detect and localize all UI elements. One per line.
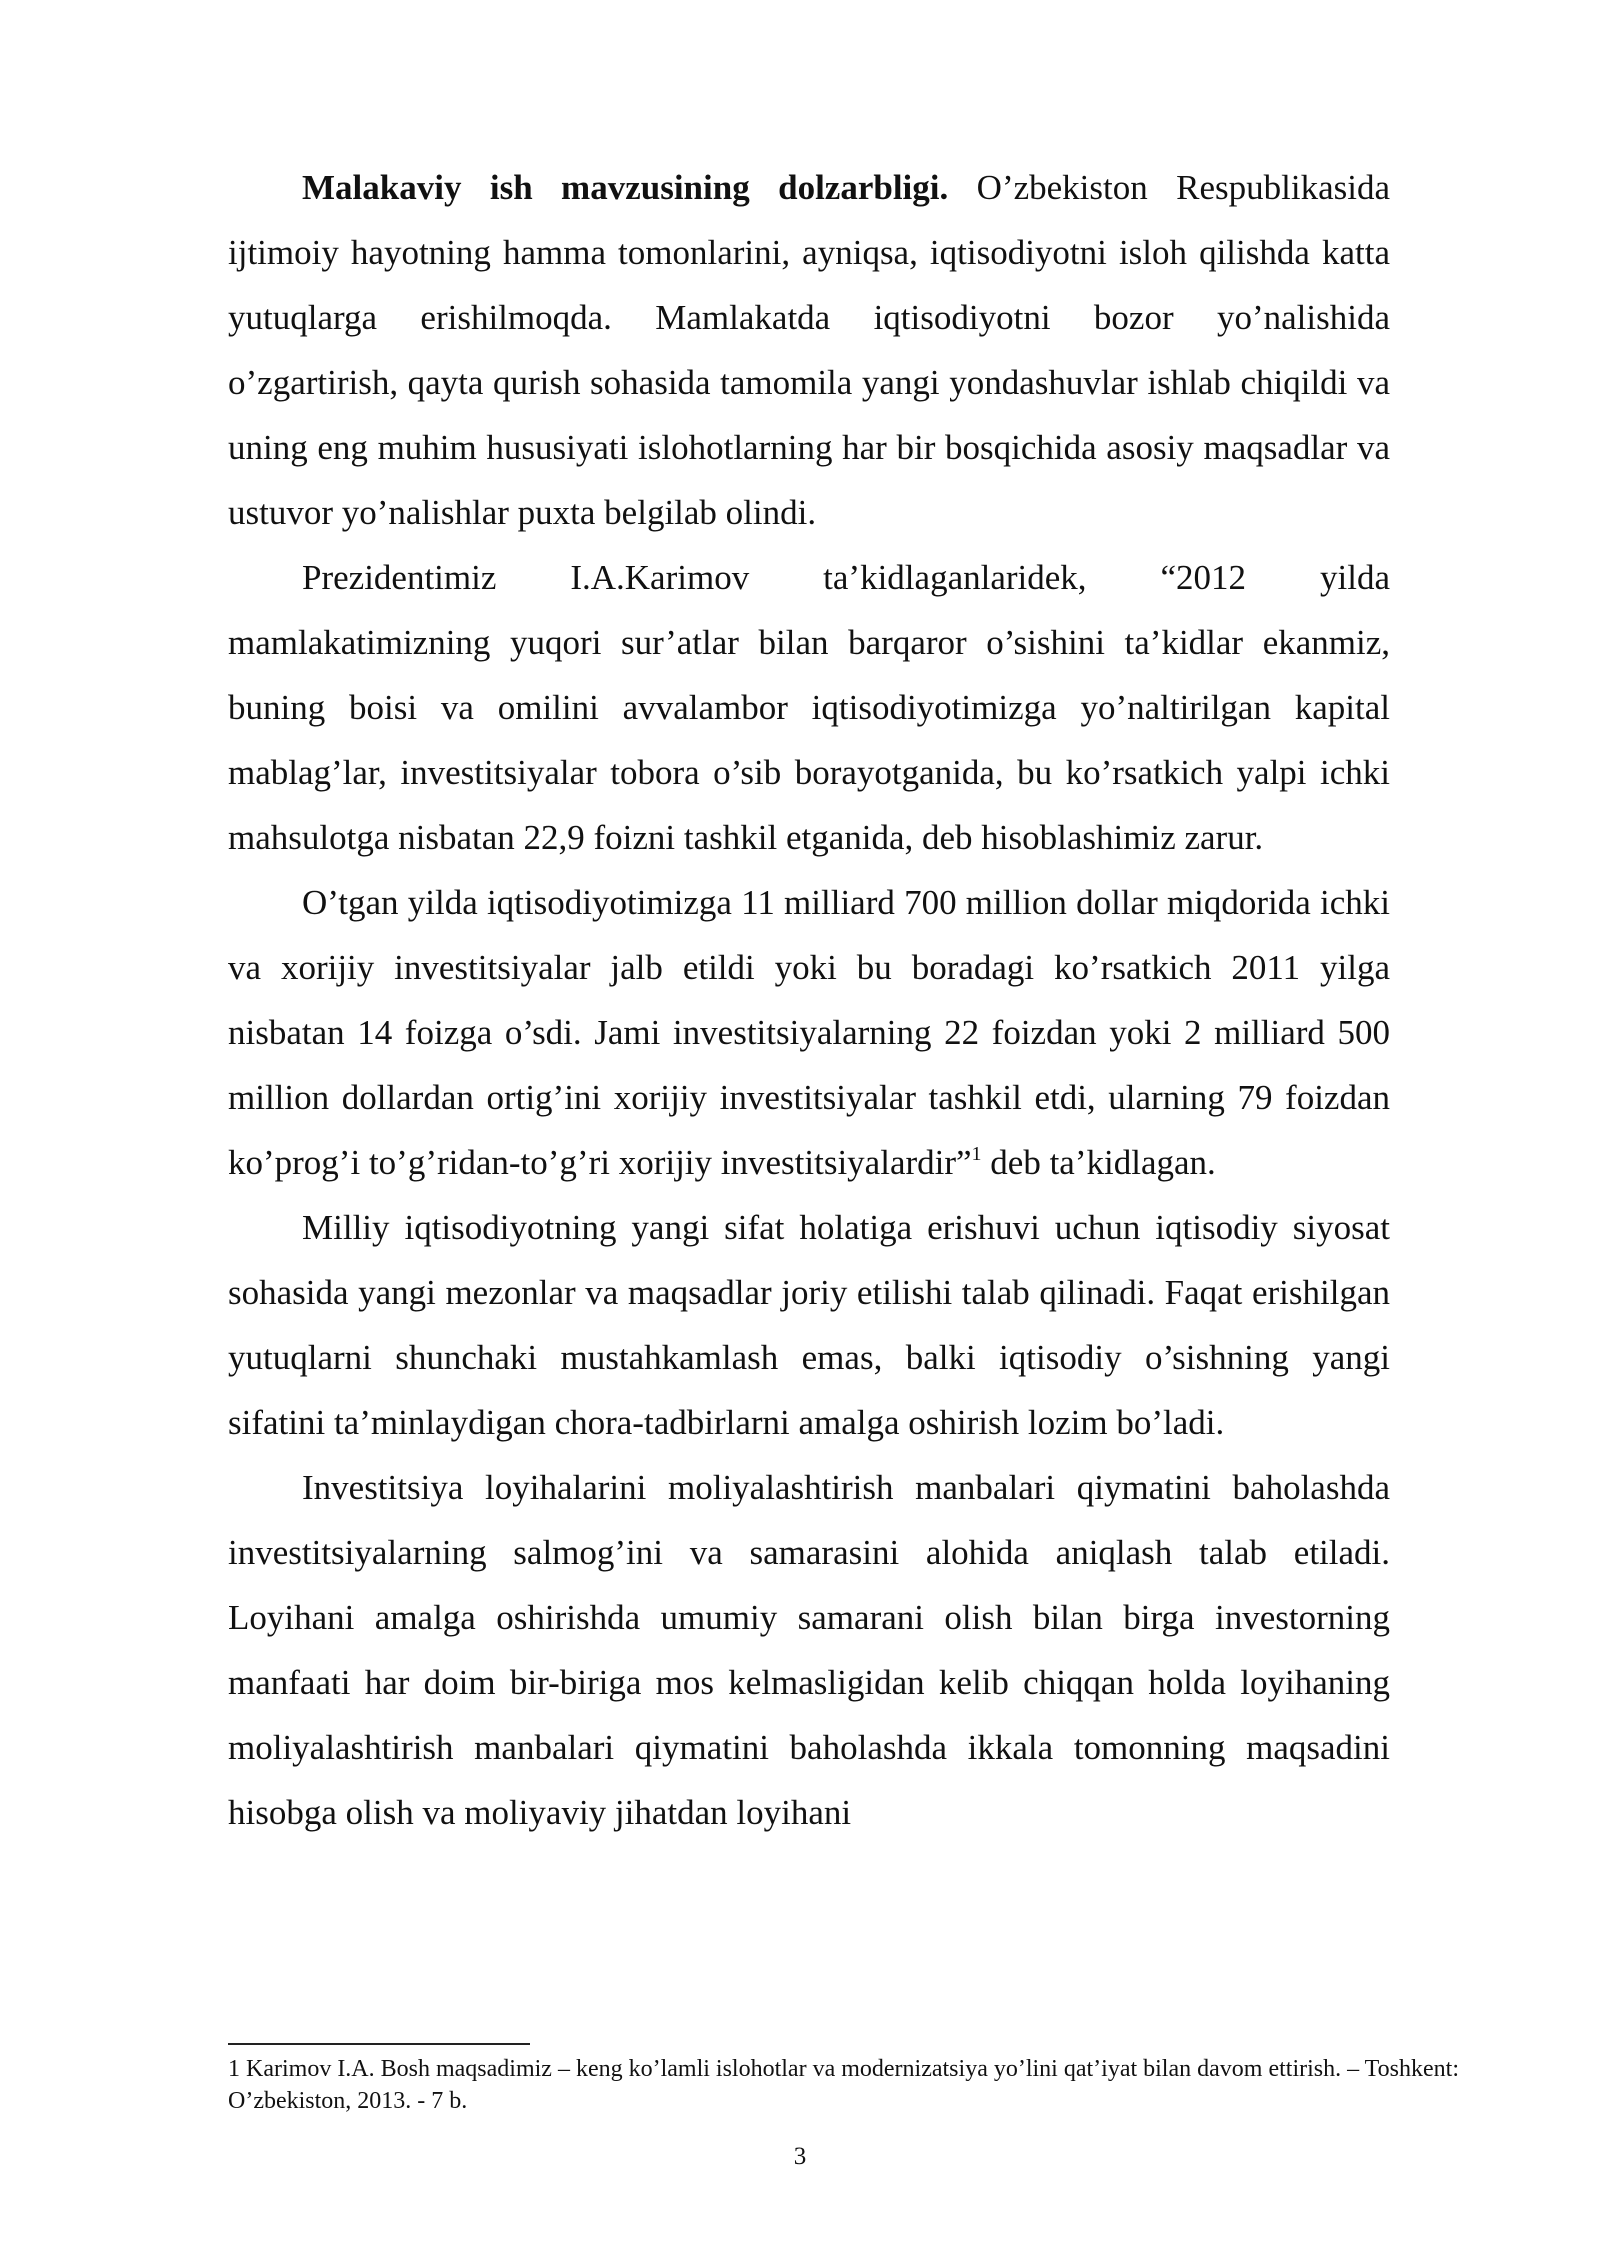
footnote-text: 1 Karimov I.A. Bosh maqsadimiz – keng ko’lamli islohotlar va modernizatsiya yo’lini qat’iyat bilan davom ettirish. – Toshkent: O’zbekiston, 2013. - 7 b. bbox=[228, 2056, 1459, 2114]
section-lead-heading: Malakaviy ish mavzusining dolzarbligi. bbox=[302, 168, 949, 207]
paragraph-investment-figures bbox=[228, 870, 1390, 1195]
paragraph-president-quote bbox=[228, 545, 1390, 870]
footnote-reference[interactable]: 1 bbox=[971, 1143, 982, 1165]
paragraph-relevance bbox=[228, 155, 1390, 545]
paragraph-investment-projects bbox=[228, 1455, 1390, 1845]
page-number: 3 bbox=[793, 2143, 807, 2170]
paragraph-text: O’zbekiston Respublikasida ijtimoiy hayotning hamma tomonlarini, ayniqsa, iqtisodiyotni isloh qilishda katta yutuqlarga erishilmoqda. Mamlakatda iqtisodiyotni bozor yo’nalishida o’zgartirish, qayta qurish sohasida tamomila yangi yondashuvlar ishlab chiqildi va uning eng muhim hususiyati islohotlarning har bir bosqichida asosiy maqsadlar va ustuvor yo’nalishlar puxta belgilab olindi. bbox=[228, 168, 1390, 532]
paragraph-text: Investitsiya loyihalarini moliyalashtirish manbalari qiymatini baholashda investitsiyalarning salmog’ini va samarasini alohida aniqlash talab etiladi. Loyihani amalga oshirishda umumiy samarani olish bilan birga investorning manfaati har doim bir-biriga mos kelmasligidan kelib chiqqan holda loyihaning moliyalashtirish manbalari qiymatini baholashda ikkala tomonning maqsadini hisobga olish va moliyaviy jihatdan loyihani bbox=[228, 1468, 1390, 1832]
paragraph-economic-policy bbox=[228, 1195, 1390, 1455]
footnote-separator bbox=[228, 2043, 530, 2045]
paragraph-text-continued: deb ta’kidlagan. bbox=[981, 1143, 1216, 1182]
document-body bbox=[228, 155, 1390, 1845]
paragraph-text: Prezidentimiz I.A.Karimov ta’kidlaganlaridek, “2012 yilda mamlakatimizning yuqori sur’atlar bilan barqaror o’sishini ta’kidlar ekanmiz, buning boisi va omilini avvalambor iqtisodiyotimizga yo’naltirilgan kapital mablag’lar, investitsiyalar tobora o’sib borayotganida, bu ko’rsatkich yalpi ichki mahsulotga nisbatan 22,9 foizni tashkil etganida, deb hisoblashimiz zarur. bbox=[228, 558, 1390, 857]
paragraph-text: Milliy iqtisodiyotning yangi sifat holatiga erishuvi uchun iqtisodiy siyosat sohasida yangi mezonlar va maqsadlar joriy etilishi talab qilinadi. Faqat erishilgan yutuqlarni shunchaki mustahkamlash emas, balki iqtisodiy o’sishning yangi sifatini ta’minlaydigan chora-tadbirlarni amalga oshirish lozim bo’ladi. bbox=[228, 1208, 1390, 1442]
paragraph-text: O’tgan yilda iqtisodiyotimizga 11 milliard 700 million dollar miqdorida ichki va xorijiy investitsiyalar jalb etildi yoki bu boradagi ko’rsatkich 2011 yilga nisbatan 14 foizga o’sdi. Jami investitsiyalarning 22 foizdan yoki 2 milliard 500 million dollardan ortig’ini xorijiy investitsiyalar tashkil etdi, ularning 79 foizdan ko’prog’i to’g’ridan-to’g’ri xorijiy investitsiyalardir” bbox=[228, 883, 1390, 1182]
